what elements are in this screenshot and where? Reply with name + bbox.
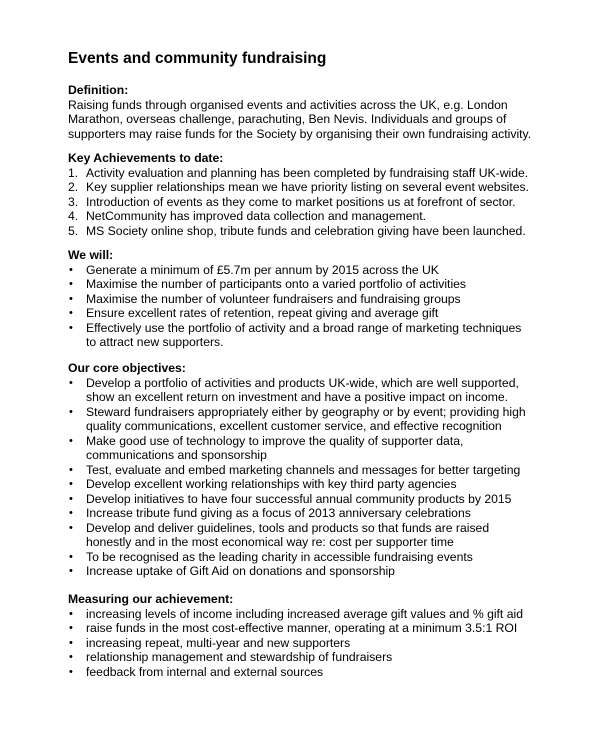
list-item-text: Activity evaluation and planning has been completed by fundraising staff UK-wide. — [86, 165, 529, 180]
achievements-section — [68, 151, 538, 238]
list-item — [68, 621, 538, 636]
list-item-text: relationship management and stewardship of fundraisers — [86, 650, 393, 664]
text-line: Raising funds through organised events and activities across the UK, e.g. London — [68, 97, 508, 112]
objectives-section — [68, 361, 538, 579]
list-item-text: communications and sponsorship — [86, 448, 267, 462]
list-item — [68, 277, 538, 292]
list-item-text: Introduction of events as they come to market positions us at forefront of sector. — [86, 194, 516, 209]
list-item — [68, 195, 538, 210]
list-item-text: MS Society online shop, tribute funds and celebration giving have been launched. — [86, 223, 526, 238]
list-item — [68, 636, 538, 651]
list-item — [68, 180, 538, 195]
list-item — [68, 550, 538, 565]
document-title: Events and community fundraising — [68, 50, 327, 67]
list-item-text: Maximise the number of participants onto a varied portfolio of activities — [86, 277, 467, 291]
list-number: 4. — [68, 209, 79, 223]
list-item-text: feedback from internal and external sources — [86, 664, 324, 679]
bullet-icon: • — [69, 665, 73, 678]
list-item-text: increasing levels of income including increased average gift values and % gift aid — [86, 606, 523, 621]
list-item — [68, 650, 538, 665]
list-item-text: honestly and in the most economical way re: cost per supporter time — [86, 535, 454, 549]
list-item-text: Maximise the number of volunteer fundraisers and fundraising groups — [86, 291, 461, 306]
list-item — [68, 209, 538, 224]
list-item — [68, 564, 538, 579]
list-item — [68, 405, 538, 434]
list-item-text: Generate a minimum of £5.7m per annum by 2015 across the UK — [86, 262, 439, 277]
list-item-text: Develop excellent working relationships with key third party agencies — [86, 477, 457, 491]
we-will-section — [68, 248, 538, 350]
list-item-text: NetCommunity has improved data collection and management. — [86, 209, 427, 223]
list-item — [68, 292, 538, 307]
list-item-text: Test, evaluate and embed marketing channels and messages for better targeting — [86, 462, 521, 477]
list-number: 5. — [68, 223, 79, 238]
section-heading: Our core objectives: — [68, 361, 186, 375]
list-item-text: Develop and deliver guidelines, tools and products so that funds are raised — [86, 520, 490, 535]
bullet-icon: • — [69, 405, 73, 418]
section-heading: We will: — [68, 248, 114, 262]
list-item — [68, 321, 538, 350]
list-item-text: Increase tribute fund giving as a focus of 2013 anniversary celebrations — [86, 506, 471, 520]
list-item-text: Ensure excellent rates of retention, repeat giving and average gift — [86, 306, 439, 320]
bullet-icon: • — [69, 565, 73, 577]
list-item-text: raise funds in the most cost-effective manner, operating at a minimum 3.5:1 ROI — [86, 621, 518, 635]
definition-text — [68, 98, 538, 142]
list-item-text: increasing repeat, multi-year and new supporters — [86, 635, 351, 650]
definition-section — [68, 83, 538, 141]
bullet-icon: • — [69, 651, 73, 663]
list-item — [68, 463, 538, 478]
list-item — [68, 166, 538, 181]
bullet-icon: • — [69, 263, 73, 276]
list-item-text: Develop initiatives to have four successful annual community products by 2015 — [86, 491, 512, 506]
measuring-list — [68, 607, 538, 680]
bullet-icon: • — [69, 463, 73, 476]
list-item — [68, 492, 538, 507]
list-item-text: Develop a portfolio of activities and products UK-wide, which are well supported, — [86, 375, 519, 390]
bullet-icon: • — [69, 622, 73, 634]
bullet-icon: • — [69, 636, 73, 649]
list-item-text: Key supplier relationships mean we have priority listing on several event websites. — [86, 180, 530, 194]
list-item — [68, 665, 538, 680]
bullet-icon: • — [69, 521, 73, 534]
bullet-icon: • — [69, 278, 73, 290]
text-line: Marathon, overseas challenge, parachuting, Ben Nevis. Individuals and groups of — [68, 112, 507, 126]
list-item — [68, 477, 538, 492]
text-line: supporters may raise funds for the Society by organising their own fundraising activity. — [68, 126, 532, 141]
list-item-text: Steward fundraisers appropriately either by geography or by event; providing high — [86, 404, 526, 419]
we-will-list — [68, 263, 538, 350]
list-item — [68, 263, 538, 278]
measuring-section — [68, 592, 538, 679]
bullet-icon: • — [69, 292, 73, 305]
section-heading: Key Achievements to date: — [68, 151, 224, 165]
bullet-icon: • — [69, 550, 73, 563]
list-item — [68, 434, 538, 463]
bullet-icon: • — [69, 478, 73, 490]
list-item — [68, 306, 538, 321]
section-heading: Definition: — [68, 83, 129, 97]
bullet-icon: • — [69, 607, 73, 620]
bullet-icon: • — [69, 376, 73, 389]
bullet-icon: • — [69, 507, 73, 519]
list-number: 3. — [68, 194, 79, 209]
list-number: 2. — [68, 180, 79, 194]
list-item-text: Effectively use the portfolio of activity and a broad range of marketing techniques — [86, 320, 522, 335]
list-item-text: show an excellent return on investment and have a positive impact on income. — [86, 390, 509, 404]
bullet-icon: • — [69, 321, 73, 334]
list-number: 1. — [68, 165, 79, 180]
bullet-icon: • — [69, 492, 73, 505]
bullet-icon: • — [69, 307, 73, 319]
list-item — [68, 506, 538, 521]
objectives-list — [68, 376, 538, 579]
list-item — [68, 376, 538, 405]
list-item-text: Make good use of technology to improve the quality of supporter data, — [86, 433, 464, 448]
list-item — [68, 224, 538, 239]
list-item-text: Increase uptake of Gift Aid on donations and sponsorship — [86, 564, 395, 578]
list-item-text: to attract new supporters. — [86, 335, 224, 349]
section-heading: Measuring our achievement: — [68, 592, 234, 606]
bullet-icon: • — [69, 434, 73, 447]
list-item-text: To be recognised as the leading charity in accessible fundraising events — [86, 549, 473, 564]
list-item — [68, 521, 538, 550]
list-item — [68, 607, 538, 622]
list-item-text: quality communications, excellent customer service, and effective recognition — [86, 419, 502, 433]
achievements-list — [68, 166, 538, 239]
